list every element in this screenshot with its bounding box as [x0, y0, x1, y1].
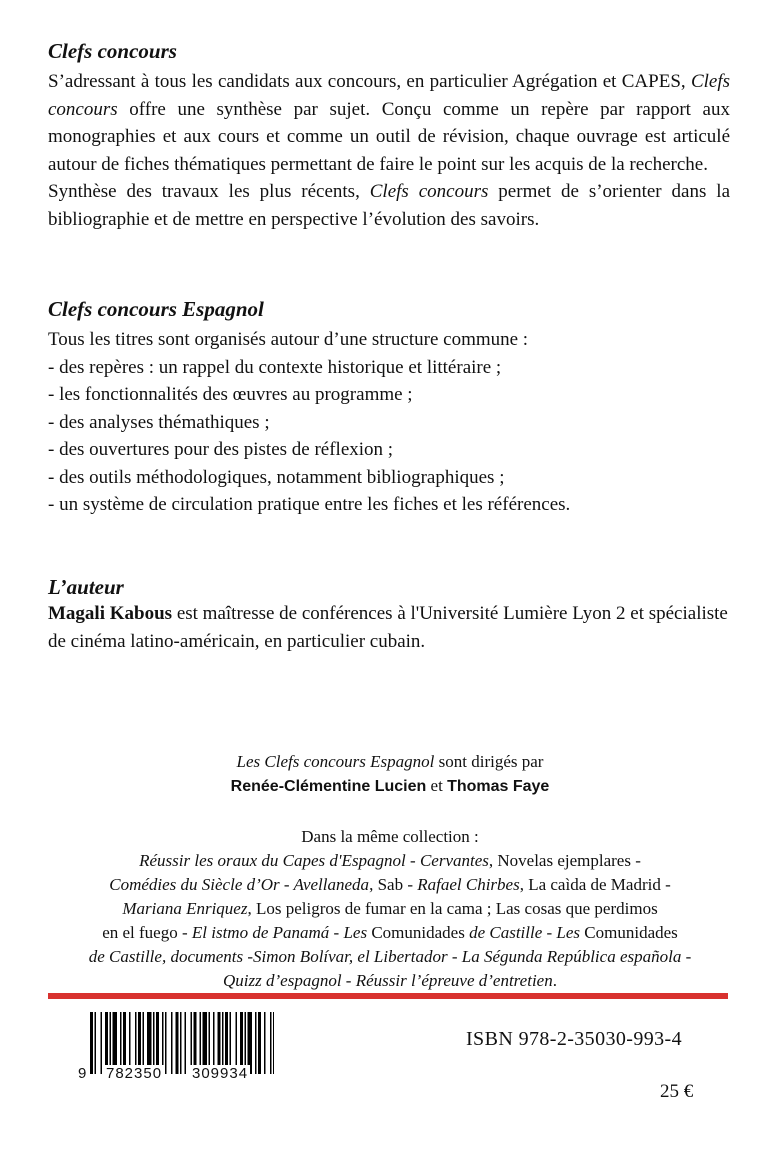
price: 25 €: [660, 1081, 694, 1102]
series-directors: [40, 750, 740, 799]
barcode-digit: 782350: [106, 1065, 163, 1082]
collection-line: [40, 969, 740, 993]
text-run-italic: de Castille - Les: [469, 923, 585, 942]
list-item: - des analyses thémathiques ;: [48, 411, 270, 433]
text-run: est maîtresse de conférences à l'Université Lumière Lyon 2 et spécialiste de cinéma latino-américain, en particulier cubain.: [48, 603, 728, 652]
section-paragraph: [48, 68, 730, 178]
text-run-italic: Quizz d’espagnol - Réussir l’épreuve d’entretien: [223, 971, 553, 990]
list-item: - un système de circulation pratique entre les fiches et les références.: [48, 494, 571, 515]
text-run: , Novelas ejemplares -: [488, 851, 641, 870]
text-run: Comunidades: [371, 923, 470, 942]
text-run: S’adressant à tous les candidats aux concours, en particulier Agrégation et CAPES,: [48, 71, 691, 92]
barcode-bar: [165, 1012, 167, 1074]
text-run-italic: Comédies du Siècle d’Or - Avellaneda: [109, 875, 370, 894]
text-run: , La caìda de Madrid -: [519, 875, 671, 894]
barcode-bar: [273, 1012, 274, 1074]
list-item: - des repères : un rappel du contexte historique et littéraire ;: [48, 356, 502, 378]
collection-intro: Dans la même collection :: [301, 827, 479, 846]
collection-line: [40, 849, 740, 873]
collection-line: [40, 945, 740, 969]
barcode-bar: [264, 1012, 266, 1074]
text-run-italic: Réussir les oraux du Capes d'Espagnol - Cervantes: [139, 851, 489, 870]
section-clefs-concours: [48, 38, 730, 233]
text-run: en el fuego -: [102, 923, 192, 942]
collection-list: [40, 825, 740, 993]
list-item: - les fonctionnalités des œuvres au programme ;: [48, 384, 413, 405]
author-name: Magali Kabous: [48, 603, 173, 624]
barcode-bar: [171, 1012, 173, 1074]
text-run: et: [426, 776, 448, 795]
section-paragraph: [48, 178, 730, 233]
barcode-bar: [255, 1012, 257, 1074]
text-run: offre une synthèse par sujet. Conçu comme un repère par rapport aux monographies et aux cours et comme un outil de révision, chaque ouvrage est articulé autour de fiches thématiques permettant de faire le point sur les acquis de la recherche.: [48, 98, 730, 175]
text-run: .: [552, 971, 557, 990]
text-run-italic: Rafael Chirbes: [417, 875, 520, 894]
text-run-italic: Mariana Enriquez: [122, 899, 248, 918]
barcode-bar: [258, 1012, 261, 1074]
section-heading: L’auteur: [48, 575, 124, 599]
collection-lines: [40, 849, 740, 993]
text-run: , Sab -: [369, 875, 418, 894]
section-intro: Tous les titres sont organisés autour d’une structure commune :: [48, 329, 529, 350]
text-run-italic: Clefs concours: [48, 71, 730, 120]
feature-list: [48, 354, 730, 519]
section-heading: Clefs concours: [48, 39, 177, 63]
barcode-bar: [270, 1012, 272, 1074]
series-line: [40, 750, 740, 774]
barcode-digit: 309934: [192, 1065, 249, 1082]
list-item: - des outils méthodologiques, notamment bibliographiques ;: [48, 466, 505, 488]
director-name: Renée-Clémentine Lucien: [230, 778, 427, 795]
text-run: Synthèse des travaux les plus récents,: [48, 181, 370, 202]
text-run: permet de s’orienter dans la bibliographie et de mettre en perspective l’évolution des savoirs.: [48, 181, 731, 230]
isbn: ISBN 978-2-35030-993-4: [466, 1028, 683, 1050]
barcode-bar: [180, 1012, 182, 1074]
section-author: [48, 574, 730, 655]
text-run-italic: Clefs concours: [369, 181, 489, 202]
collection-line: [40, 873, 740, 897]
text-run: sont dirigés par: [434, 752, 544, 771]
text-run: Comunidades: [584, 923, 678, 942]
text-run-italic: de Castille, documents -Simon Bolívar, el Libertador - La Ségunda República española -: [88, 947, 692, 966]
barcode-digit: 9: [78, 1065, 88, 1082]
section-clefs-concours-espagnol: [48, 296, 730, 519]
barcode-bar: [176, 1012, 179, 1074]
red-divider: [48, 993, 728, 999]
collection-line: [40, 897, 740, 921]
director-names: [40, 774, 740, 799]
text-run: , Los peligros de fumar en la cama ; Las cosas que perdimos: [247, 899, 658, 918]
section-heading: Clefs concours Espagnol: [48, 297, 264, 321]
director-name: Thomas Faye: [447, 778, 550, 795]
barcode-bar: [90, 1012, 93, 1074]
author-bio: [48, 600, 730, 655]
collection-line: [40, 921, 740, 945]
barcode-bar: [185, 1012, 187, 1074]
barcode-bar: [95, 1012, 97, 1074]
barcode-bar: [101, 1012, 103, 1074]
list-item: - des ouvertures pour des pistes de réflexion ;: [48, 439, 394, 460]
text-run-italic: Les Clefs concours Espagnol: [236, 752, 435, 771]
text-run-italic: El istmo de Panamá - Les: [191, 923, 372, 942]
